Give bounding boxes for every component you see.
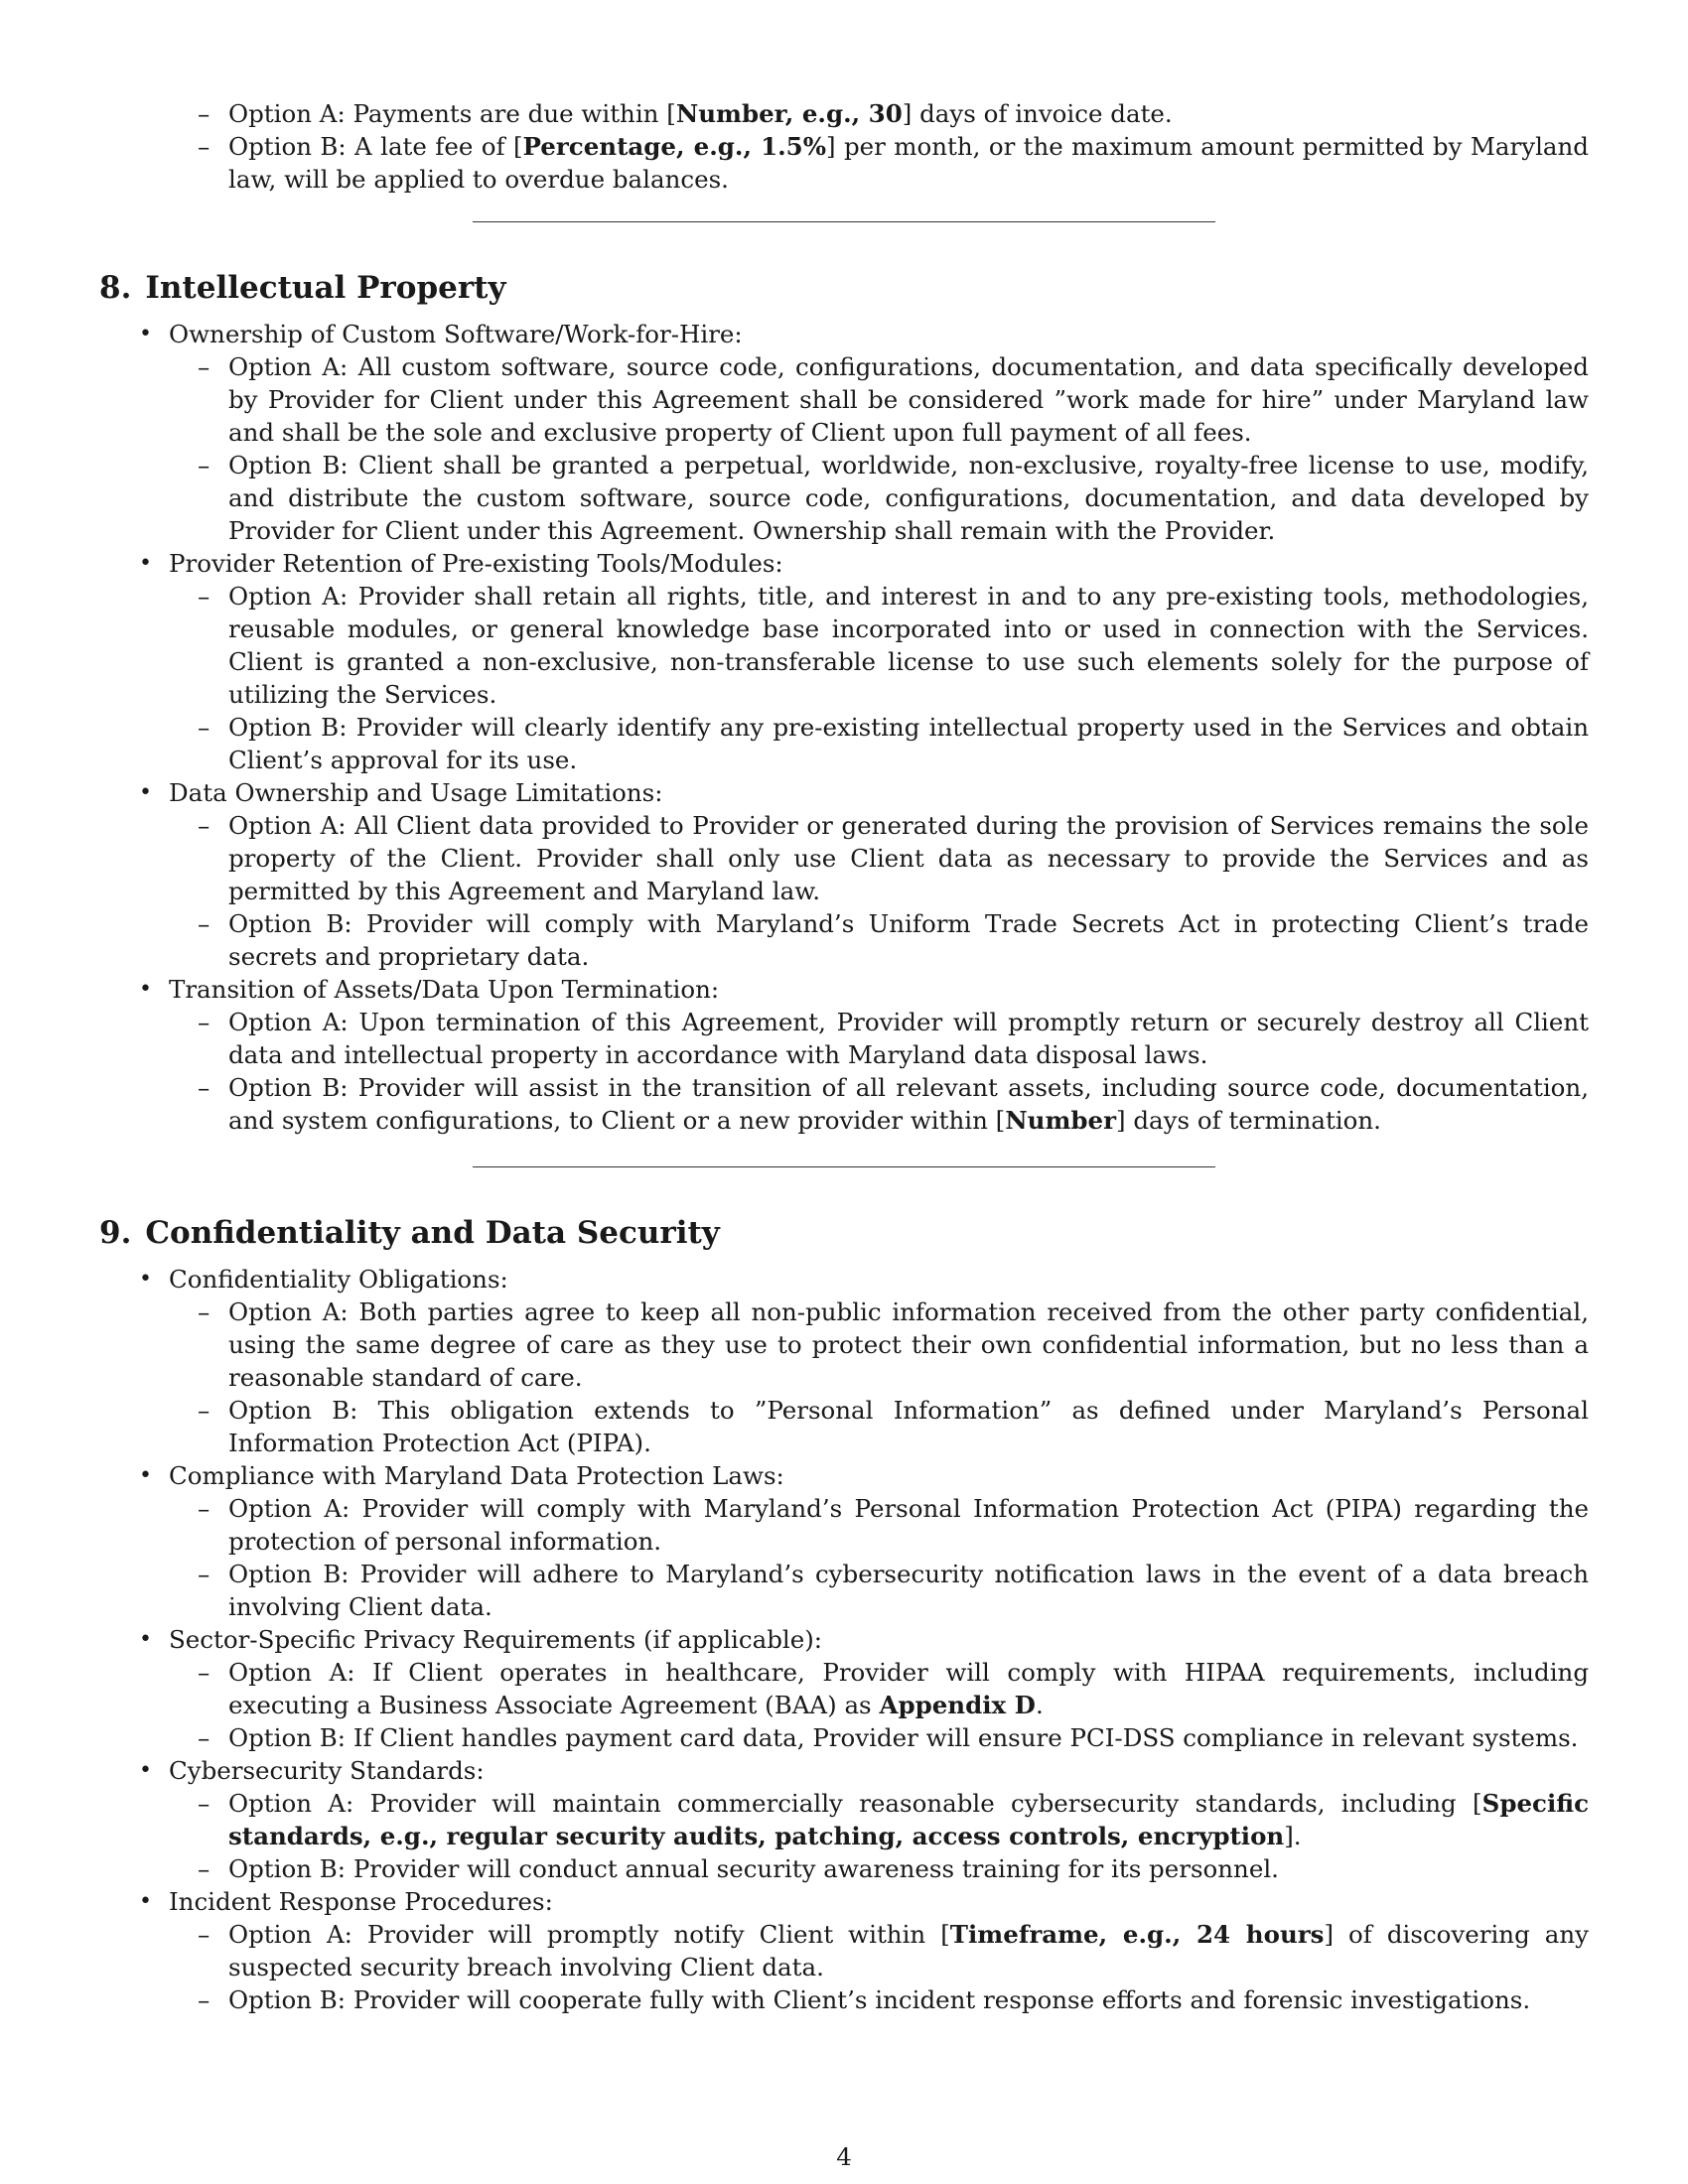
list-item: – Option B: If Client handles payment card data, Provider will ensure PCI-DSS compliance in relevant systems. xyxy=(198,1723,1579,1752)
list-item: – Option B: A late fee of [Percentage, e.g., 1.5%] per month, or the maximum amount permitted by Maryland law, will be applied to overdue balances. xyxy=(198,132,1589,194)
dash-marker: – xyxy=(198,1494,211,1523)
list-item: – Option B: Provider will assist in the transition of all relevant assets, including source code, documentation, and system configurations, to Client or a new provider within [Number] days of termination. xyxy=(198,1073,1589,1135)
dash-marker: – xyxy=(198,713,211,742)
bullet-marker: • xyxy=(139,1627,152,1652)
dash-marker: – xyxy=(198,1297,211,1326)
dash-marker: – xyxy=(198,451,211,479)
section-heading: 9. Confidentiality and Data Security xyxy=(99,1215,720,1251)
list-item: – Option B: Client shall be granted a perpetual, worldwide, non-exclusive, royalty-free license to use, modify, and distribute the custom software, source code, configurations, documentation, and data developed by Provider for Client under this Agreement. Ownership shall remain with the Provider. xyxy=(198,451,1589,545)
dash-marker: – xyxy=(198,811,211,840)
bullet-marker: • xyxy=(139,1889,152,1914)
dash-marker: – xyxy=(198,1073,211,1102)
dash-marker: – xyxy=(198,1723,211,1752)
list-item: – Option A: All Client data provided to Provider or generated during the provision of Services remains the sole property of the Client. Provider shall only use Client data as necessary to provide the Services and as permitted by this Agreement and Maryland law. xyxy=(198,811,1589,905)
list-item: – Option B: Provider will clearly identify any pre-existing intellectual property used in the Services and obtain Client’s approval for its use. xyxy=(198,713,1589,774)
bullet-marker: • xyxy=(139,780,152,805)
list-item: – Option A: All custom software, source code, configurations, documentation, and data specifically developed by Provider for Client under this Agreement shall be considered ”work made for hire” under Maryland law and shall be the sole and exclusive property of Client upon full payment of all fees. xyxy=(198,352,1589,447)
list-item: – Option B: Provider will comply with Maryland’s Uniform Trade Secrets Act in protecting Client’s trade secrets and proprietary data. xyxy=(198,909,1589,971)
bullet-marker: • xyxy=(139,551,152,576)
bullet-item: • Provider Retention of Pre-existing Tools/Modules: xyxy=(139,549,783,578)
dash-marker: – xyxy=(198,352,211,381)
dash-marker: – xyxy=(198,1658,211,1687)
bullet-item: • Transition of Assets/Data Upon Termination: xyxy=(139,975,720,1004)
dash-marker: – xyxy=(198,1008,211,1036)
list-item: – Option A: Both parties agree to keep all non-public information received from the other party confidential, using the same degree of care as they use to protect their own confidential information, but no less than a reasonable standard of care. xyxy=(198,1297,1589,1392)
list-item: – Option A: Provider will maintain commercially reasonable cybersecurity standards, including [Specific standards, e.g., regular security audits, patching, access controls, encryption]. xyxy=(198,1789,1589,1850)
dash-marker: – xyxy=(198,909,211,938)
list-item: – Option A: Provider will comply with Maryland’s Personal Information Protection Act (PIPA) regarding the protection of personal information. xyxy=(198,1494,1589,1556)
bullet-marker: • xyxy=(139,1463,152,1488)
bullet-item: • Ownership of Custom Software/Work-for-Hire: xyxy=(139,320,743,348)
bullet-marker: • xyxy=(139,322,152,346)
list-item: – Option B: Provider will cooperate fully with Client’s incident response efforts and forensic investigations. xyxy=(198,1985,1531,2014)
dash-marker: – xyxy=(198,1854,211,1883)
list-item: – Option A: Provider shall retain all rights, title, and interest in and to any pre-existing tools, methodologies, reusable modules, or general knowledge base incorporated into or used in connection with the Services. Client is granted a non-exclusive, non-transferable license to use such elements solely for the purpose of utilizing the Services. xyxy=(198,582,1589,709)
list-item: – Option A: Payments are due within [Number, e.g., 30] days of invoice date. xyxy=(198,99,1173,128)
list-item: – Option A: If Client operates in healthcare, Provider will comply with HIPAA requirements, including executing a Business Associate Agreement (BAA) as Appendix D. xyxy=(198,1658,1589,1719)
dash-marker: – xyxy=(198,99,211,128)
dash-marker: – xyxy=(198,1789,211,1818)
dash-marker: – xyxy=(198,1920,211,1949)
list-item: – Option A: Provider will promptly notify Client within [Timeframe, e.g., 24 hours] of discovering any suspected security breach involving Client data. xyxy=(198,1920,1589,1981)
section-divider xyxy=(473,221,1215,222)
bullet-item: • Confidentiality Obligations: xyxy=(139,1265,508,1294)
dash-marker: – xyxy=(198,582,211,611)
page-content xyxy=(99,97,1589,2016)
bullet-marker: • xyxy=(139,1758,152,1783)
dash-marker: – xyxy=(198,1396,211,1425)
list-item: – Option B: Provider will adhere to Maryland’s cybersecurity notification laws in the event of a data breach involving Client data. xyxy=(198,1560,1589,1621)
bullet-item: • Compliance with Maryland Data Protection Laws: xyxy=(139,1461,784,1490)
bullet-item: • Sector-Specific Privacy Requirements (if applicable): xyxy=(139,1625,823,1654)
bullet-item: • Data Ownership and Usage Limitations: xyxy=(139,778,663,807)
section-divider xyxy=(473,1166,1215,1167)
list-item: – Option A: Upon termination of this Agreement, Provider will promptly return or securely destroy all Client data and intellectual property in accordance with Maryland data disposal laws. xyxy=(198,1008,1589,1069)
dash-marker: – xyxy=(198,1560,211,1588)
page-number: 4 xyxy=(836,2142,852,2171)
bullet-marker: • xyxy=(139,977,152,1002)
section-heading: 8. Intellectual Property xyxy=(99,270,506,306)
list-item: – Option B: This obligation extends to ”Personal Information” as defined under Maryland’s Personal Information Protection Act (PIPA). xyxy=(198,1396,1589,1457)
dash-marker: – xyxy=(198,1985,211,2014)
bullet-marker: • xyxy=(139,1267,152,1292)
bullet-item: • Incident Response Procedures: xyxy=(139,1887,553,1916)
list-item: – Option B: Provider will conduct annual security awareness training for its personnel. xyxy=(198,1854,1279,1883)
dash-marker: – xyxy=(198,132,211,161)
bullet-item: • Cybersecurity Standards: xyxy=(139,1756,485,1785)
